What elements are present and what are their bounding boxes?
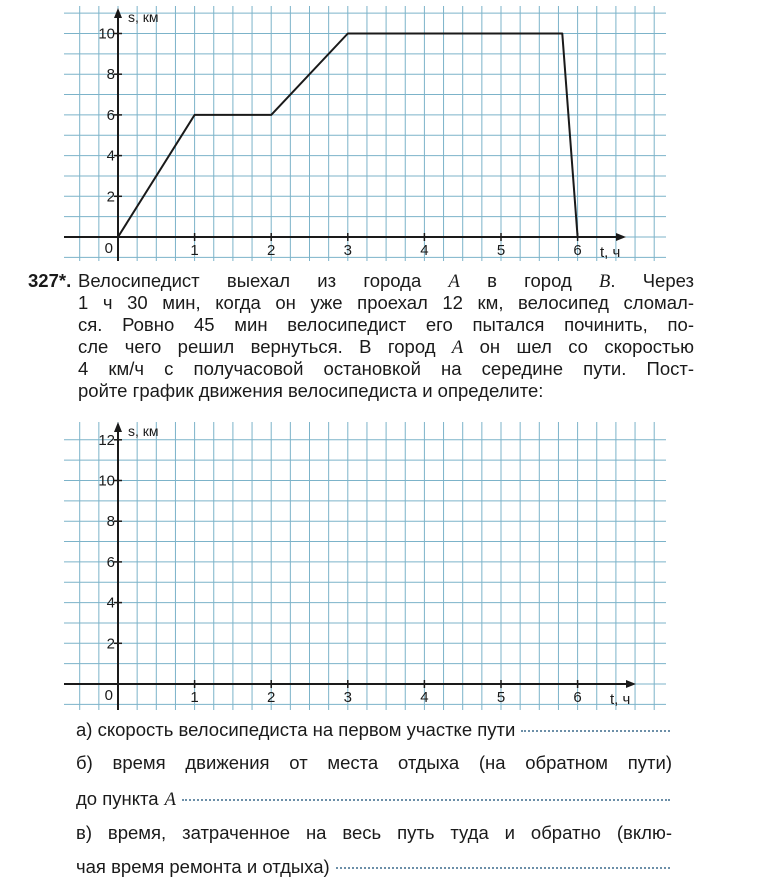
distance-time-graph-2: [0, 418, 768, 713]
answer-b-line1: [76, 752, 672, 774]
x-tick-label: 5: [496, 689, 506, 706]
y-tick-label: 10: [98, 472, 115, 490]
y-tick-label: 2: [106, 188, 115, 206]
problem-line: сле чего решил вернуться. В город A он шел со скоростью: [78, 336, 694, 358]
x-axis-arrow: [626, 680, 636, 688]
x-tick-label: 2: [267, 689, 276, 706]
origin-label: 0: [104, 687, 113, 704]
y-tick-label: 4: [106, 594, 115, 612]
x-tick-label: 4: [420, 689, 429, 706]
y-tick-label: 6: [106, 106, 115, 124]
x-tick-label: 1: [190, 689, 199, 706]
problem-line: 1 ч 30 мин, когда он уже проехал 12 км, велосипед сломал-: [78, 292, 694, 313]
y-tick-label: 8: [106, 513, 115, 531]
axes: [64, 422, 636, 710]
x-axis-arrow: [616, 233, 626, 241]
x-tick-label: 1: [190, 242, 199, 259]
y-axis-label: s, км: [128, 9, 159, 25]
answer-b-text: б) время движения от места отдыха (на обратном пути): [76, 752, 672, 773]
x-axis-label: t, ч: [600, 244, 621, 261]
problem-line: 4 км/ч с получасовой остановкой на середине пути. Пост-: [78, 358, 694, 379]
problem-line: Велосипедист выехал из города A в город B. Через: [78, 270, 694, 292]
answer-a-blank[interactable]: [521, 730, 670, 732]
answer-b-blank[interactable]: [182, 799, 670, 801]
city-label: A: [451, 338, 464, 358]
y-tick-label: 10: [98, 25, 115, 43]
grid-lines: [64, 422, 666, 710]
origin-label: 0: [104, 240, 113, 257]
y-tick-label: 8: [106, 66, 115, 84]
y-tick-label: 2: [106, 635, 115, 653]
y-tick-label: 4: [106, 147, 115, 165]
problem-line: ройте график движения велосипедиста и определите:: [78, 380, 544, 401]
answer-c-text-2: чая время ремонта и отдыха): [76, 856, 330, 877]
x-tick-label: 5: [496, 242, 506, 259]
x-axis-label: t, ч: [610, 691, 631, 708]
problem-line: ся. Ровно 45 мин велосипедист его пытался починить, по-: [78, 314, 694, 335]
x-tick-label: 2: [267, 242, 276, 259]
point-a-label: A: [164, 790, 176, 810]
distance-time-graph-1: [0, 0, 768, 265]
x-tick-label: 3: [343, 242, 352, 259]
answer-b-text-2: до пункта: [76, 788, 159, 809]
y-tick-label: 12: [98, 431, 115, 449]
city-label: B: [599, 272, 611, 292]
city-label: A: [448, 272, 460, 292]
x-tick-label: 3: [343, 689, 352, 706]
answer-c-line1: [76, 822, 672, 844]
y-axis-label: s, км: [128, 423, 159, 439]
answer-c-text: в) время, затраченное на весь путь туда и обратно (вклю-: [76, 822, 672, 843]
x-tick-label: 6: [573, 242, 582, 259]
answer-b-line2: [76, 788, 670, 811]
y-tick-label: 6: [106, 553, 115, 571]
y-axis-arrow: [114, 422, 122, 432]
answer-c-line2: [76, 856, 670, 878]
problem-number: 327*.: [28, 270, 72, 291]
axes: [64, 8, 626, 261]
axis-labels: [98, 423, 630, 708]
answer-a: [76, 719, 670, 741]
x-tick-label: 6: [573, 689, 582, 706]
x-tick-label: 4: [420, 242, 429, 259]
answer-c-blank[interactable]: [336, 867, 670, 869]
answer-a-text: а) скорость велосипедиста на первом участке пути: [76, 719, 516, 740]
